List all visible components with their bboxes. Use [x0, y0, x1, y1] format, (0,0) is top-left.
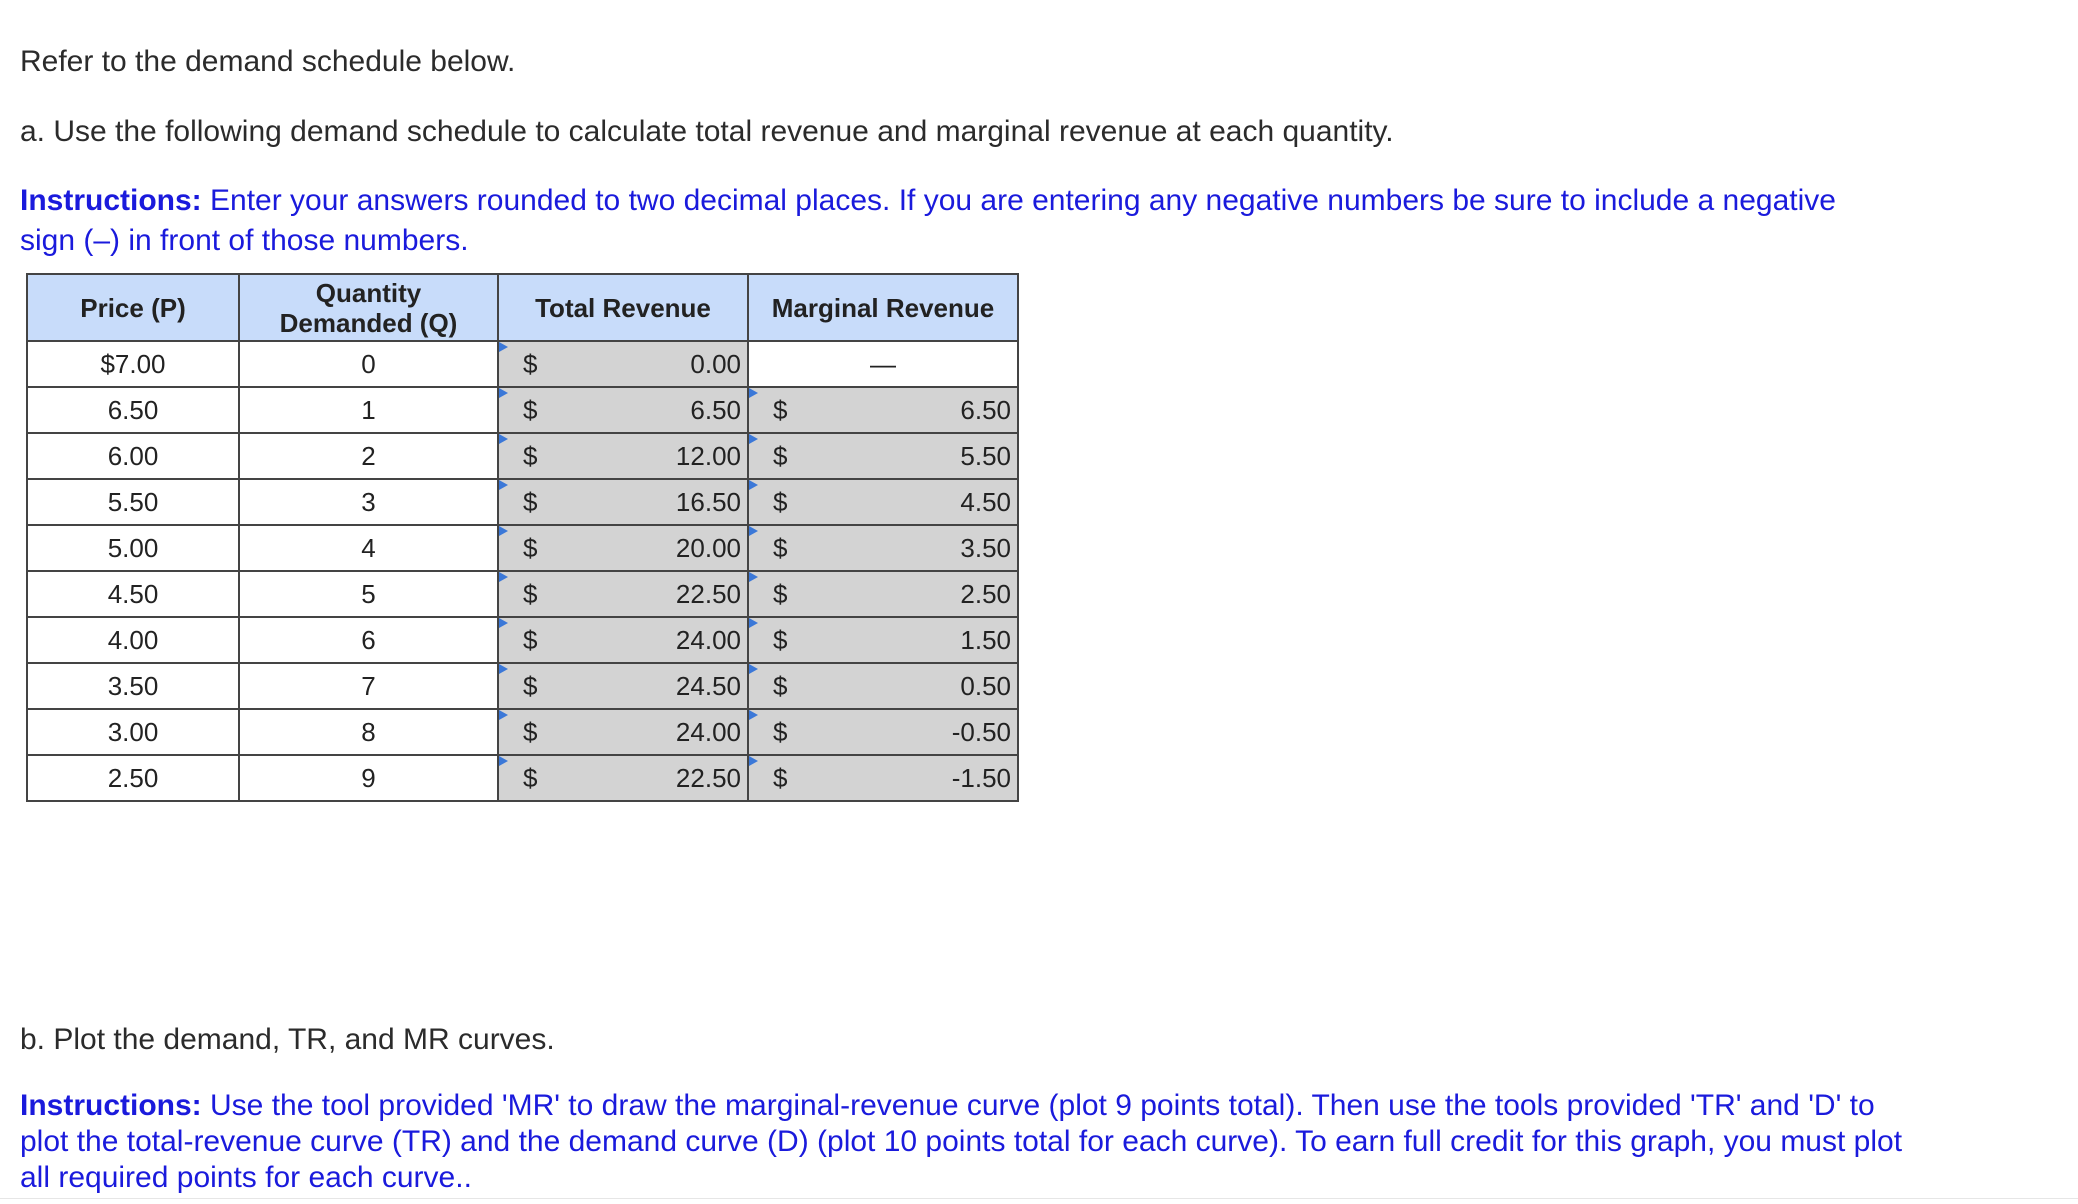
total-revenue-value[interactable]: 6.50 [690, 394, 741, 425]
em-dash: — [870, 348, 896, 379]
instructions-label: Instructions: [20, 184, 202, 217]
divider [0, 1198, 2078, 1199]
part-b-instructions [20, 1088, 1920, 1196]
currency-symbol: $ [773, 716, 788, 747]
header-marginal-revenue: Marginal Revenue [748, 274, 1018, 341]
header-total-revenue: Total Revenue [498, 274, 748, 341]
total-revenue-value[interactable]: 22.50 [675, 578, 741, 609]
total-revenue-value[interactable]: 0.00 [690, 348, 741, 379]
currency-symbol: $ [523, 716, 538, 747]
part-a-question: a. Use the following demand schedule to calculate total revenue and marginal revenue at each quantity. [20, 115, 1394, 148]
total-revenue-value[interactable]: 12.00 [675, 440, 741, 471]
part-b-question: b. Plot the demand, TR, and MR curves. [20, 1023, 555, 1056]
table-row [27, 525, 1018, 571]
total-revenue-field[interactable] [499, 388, 747, 432]
total-revenue-input[interactable] [498, 525, 748, 571]
currency-symbol: $ [523, 486, 538, 517]
marginal-revenue-value[interactable]: 4.50 [960, 486, 1011, 517]
quantity-cell: 0 [239, 341, 498, 387]
total-revenue-input[interactable] [498, 341, 748, 387]
total-revenue-field[interactable] [499, 342, 747, 386]
table-row [27, 571, 1018, 617]
table-row [27, 617, 1018, 663]
price-cell: 3.50 [27, 663, 239, 709]
marginal-revenue-value[interactable]: -0.50 [951, 716, 1011, 747]
quantity-cell: 9 [239, 755, 498, 801]
marginal-revenue-value[interactable]: 3.50 [960, 532, 1011, 563]
total-revenue-field[interactable] [499, 572, 747, 616]
price-cell: 4.00 [27, 617, 239, 663]
currency-symbol: $ [523, 578, 538, 609]
marginal-revenue-input[interactable] [748, 663, 1018, 709]
price-cell: 5.00 [27, 525, 239, 571]
currency-symbol: $ [773, 670, 788, 701]
marginal-revenue-field[interactable] [749, 756, 1017, 800]
currency-symbol: $ [523, 624, 538, 655]
quantity-cell: 4 [239, 525, 498, 571]
answer-marker-icon [499, 664, 508, 674]
currency-symbol: $ [773, 440, 788, 471]
table-row [27, 663, 1018, 709]
answer-marker-icon [749, 756, 758, 766]
marginal-revenue-value[interactable]: 1.50 [960, 624, 1011, 655]
total-revenue-field[interactable] [499, 664, 747, 708]
quantity-cell: 6 [239, 617, 498, 663]
total-revenue-field[interactable] [499, 434, 747, 478]
total-revenue-value[interactable]: 24.00 [675, 624, 741, 655]
marginal-revenue-field[interactable] [749, 710, 1017, 754]
marginal-revenue-value[interactable]: 2.50 [960, 578, 1011, 609]
answer-marker-icon [749, 618, 758, 628]
currency-symbol: $ [523, 762, 538, 793]
total-revenue-field[interactable] [499, 756, 747, 800]
total-revenue-input[interactable] [498, 387, 748, 433]
total-revenue-input[interactable] [498, 479, 748, 525]
answer-marker-icon [749, 710, 758, 720]
instructions-text: Enter your answers rounded to two decimal places. If you are entering any negative numbers be sure to include a negative sign (–) in front of those numbers. [20, 184, 1836, 257]
total-revenue-input[interactable] [498, 663, 748, 709]
currency-symbol: $ [773, 624, 788, 655]
marginal-revenue-input[interactable] [748, 709, 1018, 755]
total-revenue-input[interactable] [498, 755, 748, 801]
answer-marker-icon [499, 756, 508, 766]
answer-marker-icon [499, 618, 508, 628]
answer-marker-icon [749, 480, 758, 490]
marginal-revenue-value[interactable]: -1.50 [951, 762, 1011, 793]
header-quantity-line1: Quantity [315, 277, 422, 308]
currency-symbol: $ [523, 532, 538, 563]
total-revenue-field[interactable] [499, 710, 747, 754]
currency-symbol: $ [773, 394, 788, 425]
marginal-revenue-field[interactable] [749, 434, 1017, 478]
price-cell: 5.50 [27, 479, 239, 525]
answer-marker-icon [499, 526, 508, 536]
marginal-revenue-input[interactable] [748, 479, 1018, 525]
marginal-revenue-input[interactable] [748, 433, 1018, 479]
marginal-revenue-value[interactable]: 5.50 [960, 440, 1011, 471]
currency-symbol: $ [523, 670, 538, 701]
instructions-text: Use the tool provided 'MR' to draw the marginal-revenue curve (plot 9 points total). Then use the tools provided 'TR' and 'D' to plot the total-revenue curve (TR) and the demand curve (D) (plot 10 points total for each curve). To earn full credit for this graph, you must plot all required points for each curve.. [20, 1089, 1903, 1194]
header-price: Price (P) [27, 274, 239, 341]
marginal-revenue-na [748, 341, 1018, 387]
marginal-revenue-field[interactable] [749, 480, 1017, 524]
price-cell: 3.00 [27, 709, 239, 755]
part-a-instructions [20, 181, 1840, 261]
currency-symbol: $ [773, 532, 788, 563]
answer-marker-icon [749, 388, 758, 398]
currency-symbol: $ [523, 440, 538, 471]
total-revenue-value[interactable]: 22.50 [675, 762, 741, 793]
marginal-revenue-value[interactable]: 6.50 [960, 394, 1011, 425]
header-quantity [239, 274, 498, 341]
marginal-revenue-field[interactable] [749, 526, 1017, 570]
table-row [27, 387, 1018, 433]
marginal-revenue-input[interactable] [748, 525, 1018, 571]
marginal-revenue-input[interactable] [748, 617, 1018, 663]
quantity-cell: 8 [239, 709, 498, 755]
demand-schedule-table [26, 273, 1019, 802]
answer-marker-icon [499, 710, 508, 720]
answer-marker-icon [749, 434, 758, 444]
currency-symbol: $ [523, 394, 538, 425]
total-revenue-input[interactable] [498, 709, 748, 755]
quantity-cell: 1 [239, 387, 498, 433]
answer-marker-icon [749, 664, 758, 674]
price-cell: $7.00 [27, 341, 239, 387]
marginal-revenue-input[interactable] [748, 571, 1018, 617]
table-row [27, 479, 1018, 525]
answer-marker-icon [499, 434, 508, 444]
total-revenue-field[interactable] [499, 480, 747, 524]
quantity-cell: 2 [239, 433, 498, 479]
answer-marker-icon [499, 572, 508, 582]
table-row [27, 341, 1018, 387]
quantity-cell: 5 [239, 571, 498, 617]
marginal-revenue-input[interactable] [748, 387, 1018, 433]
total-revenue-field[interactable] [499, 618, 747, 662]
instructions-label: Instructions: [20, 1089, 202, 1122]
answer-marker-icon [499, 388, 508, 398]
quantity-cell: 3 [239, 479, 498, 525]
marginal-revenue-field[interactable] [749, 572, 1017, 616]
total-revenue-value[interactable]: 20.00 [675, 532, 741, 563]
answer-marker-icon [749, 572, 758, 582]
marginal-revenue-value[interactable]: 0.50 [960, 670, 1011, 701]
total-revenue-value[interactable]: 24.00 [675, 716, 741, 747]
total-revenue-value[interactable]: 16.50 [675, 486, 741, 517]
marginal-revenue-field[interactable] [749, 664, 1017, 708]
marginal-revenue-input[interactable] [748, 755, 1018, 801]
price-cell: 2.50 [27, 755, 239, 801]
table-row [27, 755, 1018, 801]
total-revenue-input[interactable] [498, 433, 748, 479]
currency-symbol: $ [773, 486, 788, 517]
table-header-row [27, 274, 1018, 341]
currency-symbol: $ [773, 578, 788, 609]
quantity-cell: 7 [239, 663, 498, 709]
total-revenue-field[interactable] [499, 526, 747, 570]
header-quantity-line2: Demanded (Q) [279, 307, 458, 338]
table-row [27, 433, 1018, 479]
total-revenue-input[interactable] [498, 617, 748, 663]
answer-marker-icon [499, 342, 508, 352]
currency-symbol: $ [773, 762, 788, 793]
answer-marker-icon [499, 480, 508, 490]
total-revenue-input[interactable] [498, 571, 748, 617]
price-cell: 6.00 [27, 433, 239, 479]
marginal-revenue-field[interactable] [749, 618, 1017, 662]
intro-text: Refer to the demand schedule below. [20, 45, 516, 78]
table-row [27, 709, 1018, 755]
price-cell: 6.50 [27, 387, 239, 433]
answer-marker-icon [749, 526, 758, 536]
price-cell: 4.50 [27, 571, 239, 617]
marginal-revenue-field[interactable] [749, 388, 1017, 432]
currency-symbol: $ [523, 348, 538, 379]
total-revenue-value[interactable]: 24.50 [675, 670, 741, 701]
